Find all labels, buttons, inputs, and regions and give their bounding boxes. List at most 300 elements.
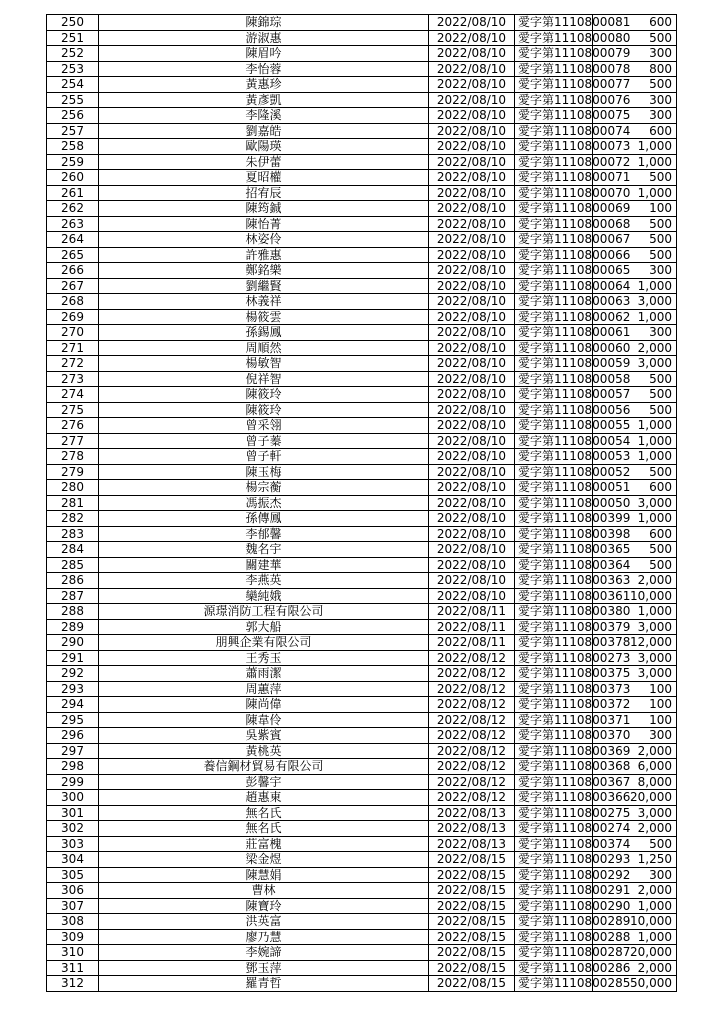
table-row bbox=[47, 356, 677, 372]
donor-name: 蕭雨潔 bbox=[99, 666, 429, 682]
table-row bbox=[47, 697, 677, 713]
row-number: 278 bbox=[47, 449, 99, 465]
receipt-number: 愛字第1110800290 bbox=[515, 898, 593, 914]
donation-date: 2022/08/10 bbox=[429, 542, 515, 558]
table-row bbox=[47, 588, 677, 604]
receipt-number: 愛字第1110800063 bbox=[515, 294, 593, 310]
donation-date: 2022/08/11 bbox=[429, 619, 515, 635]
receipt-number: 愛字第1110800287 bbox=[515, 945, 593, 961]
donor-name: 楊敏智 bbox=[99, 356, 429, 372]
donor-name: 楊宗蘅 bbox=[99, 480, 429, 496]
table-row bbox=[47, 30, 677, 46]
donor-name: 陳韋伶 bbox=[99, 712, 429, 728]
donation-date: 2022/08/10 bbox=[429, 15, 515, 31]
receipt-number: 愛字第1110800275 bbox=[515, 805, 593, 821]
donation-date: 2022/08/10 bbox=[429, 371, 515, 387]
donation-amount: 3,000 bbox=[593, 495, 677, 511]
row-number: 285 bbox=[47, 557, 99, 573]
table-row bbox=[47, 278, 677, 294]
donor-name: 吳紫賓 bbox=[99, 728, 429, 744]
donor-name: 招宥辰 bbox=[99, 185, 429, 201]
row-number: 270 bbox=[47, 325, 99, 341]
donor-name: 廖乃慧 bbox=[99, 929, 429, 945]
receipt-number: 愛字第1110800077 bbox=[515, 77, 593, 93]
row-number: 272 bbox=[47, 356, 99, 372]
row-number: 276 bbox=[47, 418, 99, 434]
donation-date: 2022/08/15 bbox=[429, 945, 515, 961]
donation-date: 2022/08/10 bbox=[429, 464, 515, 480]
donation-amount: 500 bbox=[593, 402, 677, 418]
donor-name: 莊富槐 bbox=[99, 836, 429, 852]
table-row bbox=[47, 232, 677, 248]
receipt-number: 愛字第1110800361 bbox=[515, 588, 593, 604]
row-number: 292 bbox=[47, 666, 99, 682]
receipt-number: 愛字第1110800057 bbox=[515, 387, 593, 403]
table-row bbox=[47, 774, 677, 790]
row-number: 274 bbox=[47, 387, 99, 403]
donation-amount: 2,000 bbox=[593, 821, 677, 837]
donation-date: 2022/08/10 bbox=[429, 263, 515, 279]
donation-amount: 10,000 bbox=[593, 588, 677, 604]
donation-date: 2022/08/10 bbox=[429, 46, 515, 62]
receipt-number: 愛字第1110800054 bbox=[515, 433, 593, 449]
table-row bbox=[47, 852, 677, 868]
receipt-number: 愛字第1110800081 bbox=[515, 15, 593, 31]
table-row bbox=[47, 123, 677, 139]
table-row bbox=[47, 945, 677, 961]
donation-amount: 2,000 bbox=[593, 340, 677, 356]
donor-name: 林姿伶 bbox=[99, 232, 429, 248]
row-number: 268 bbox=[47, 294, 99, 310]
donation-date: 2022/08/10 bbox=[429, 108, 515, 124]
row-number: 273 bbox=[47, 371, 99, 387]
receipt-number: 愛字第1110800055 bbox=[515, 418, 593, 434]
table-row bbox=[47, 216, 677, 232]
table-row bbox=[47, 805, 677, 821]
donation-date: 2022/08/15 bbox=[429, 914, 515, 930]
donation-date: 2022/08/10 bbox=[429, 232, 515, 248]
receipt-number: 愛字第1110800288 bbox=[515, 929, 593, 945]
receipt-number: 愛字第1110800078 bbox=[515, 61, 593, 77]
donor-name: 孫錫鳳 bbox=[99, 325, 429, 341]
table-row bbox=[47, 46, 677, 62]
donation-date: 2022/08/10 bbox=[429, 278, 515, 294]
donation-amount: 2,000 bbox=[593, 573, 677, 589]
receipt-number: 愛字第1110800071 bbox=[515, 170, 593, 186]
table-row bbox=[47, 61, 677, 77]
donor-name: 朱伊蕾 bbox=[99, 154, 429, 170]
donor-name: 李隆溪 bbox=[99, 108, 429, 124]
row-number: 289 bbox=[47, 619, 99, 635]
table-row bbox=[47, 371, 677, 387]
donor-name: 朋興企業有限公司 bbox=[99, 635, 429, 651]
receipt-number: 愛字第1110800050 bbox=[515, 495, 593, 511]
table-row bbox=[47, 759, 677, 775]
donation-date: 2022/08/12 bbox=[429, 697, 515, 713]
receipt-number: 愛字第1110800368 bbox=[515, 759, 593, 775]
table-row bbox=[47, 728, 677, 744]
receipt-number: 愛字第1110800365 bbox=[515, 542, 593, 558]
table-row bbox=[47, 743, 677, 759]
donation-date: 2022/08/12 bbox=[429, 650, 515, 666]
donor-name: 黃彥凱 bbox=[99, 92, 429, 108]
receipt-number: 愛字第1110800059 bbox=[515, 356, 593, 372]
donation-amount: 300 bbox=[593, 46, 677, 62]
donation-amount: 1,000 bbox=[593, 139, 677, 155]
donation-date: 2022/08/10 bbox=[429, 449, 515, 465]
donation-date: 2022/08/15 bbox=[429, 898, 515, 914]
row-number: 261 bbox=[47, 185, 99, 201]
donation-amount: 3,000 bbox=[593, 619, 677, 635]
receipt-number: 愛字第1110800293 bbox=[515, 852, 593, 868]
donation-table bbox=[46, 14, 677, 992]
donation-date: 2022/08/15 bbox=[429, 852, 515, 868]
receipt-number: 愛字第1110800066 bbox=[515, 247, 593, 263]
table-row bbox=[47, 929, 677, 945]
donor-name: 無名氏 bbox=[99, 805, 429, 821]
donation-date: 2022/08/12 bbox=[429, 681, 515, 697]
row-number: 259 bbox=[47, 154, 99, 170]
row-number: 293 bbox=[47, 681, 99, 697]
donation-amount: 600 bbox=[593, 15, 677, 31]
row-number: 303 bbox=[47, 836, 99, 852]
donor-name: 李燕英 bbox=[99, 573, 429, 589]
donation-amount: 6,000 bbox=[593, 759, 677, 775]
donation-amount: 1,000 bbox=[593, 418, 677, 434]
donation-date: 2022/08/10 bbox=[429, 216, 515, 232]
row-number: 288 bbox=[47, 604, 99, 620]
row-number: 295 bbox=[47, 712, 99, 728]
donor-name: 曾子蓁 bbox=[99, 433, 429, 449]
donation-date: 2022/08/15 bbox=[429, 929, 515, 945]
donor-name: 欒純娥 bbox=[99, 588, 429, 604]
row-number: 300 bbox=[47, 790, 99, 806]
table-row bbox=[47, 712, 677, 728]
donation-amount: 300 bbox=[593, 108, 677, 124]
row-number: 302 bbox=[47, 821, 99, 837]
receipt-number: 愛字第1110800070 bbox=[515, 185, 593, 201]
donation-amount: 100 bbox=[593, 697, 677, 713]
table-row bbox=[47, 418, 677, 434]
row-number: 287 bbox=[47, 588, 99, 604]
receipt-number: 愛字第1110800292 bbox=[515, 867, 593, 883]
row-number: 257 bbox=[47, 123, 99, 139]
donor-name: 游淑惠 bbox=[99, 30, 429, 46]
receipt-number: 愛字第1110800373 bbox=[515, 681, 593, 697]
row-number: 260 bbox=[47, 170, 99, 186]
donation-date: 2022/08/15 bbox=[429, 883, 515, 899]
donor-name: 陳玉梅 bbox=[99, 464, 429, 480]
donation-date: 2022/08/10 bbox=[429, 154, 515, 170]
row-number: 294 bbox=[47, 697, 99, 713]
row-number: 305 bbox=[47, 867, 99, 883]
donor-name: 魏名宇 bbox=[99, 542, 429, 558]
donation-amount: 300 bbox=[593, 325, 677, 341]
donor-name: 倪祥智 bbox=[99, 371, 429, 387]
row-number: 277 bbox=[47, 433, 99, 449]
donor-name: 黃惠珍 bbox=[99, 77, 429, 93]
table-row bbox=[47, 914, 677, 930]
donation-date: 2022/08/10 bbox=[429, 61, 515, 77]
donation-amount: 800 bbox=[593, 61, 677, 77]
donation-date: 2022/08/10 bbox=[429, 309, 515, 325]
donation-amount: 1,000 bbox=[593, 604, 677, 620]
donor-name: 關建華 bbox=[99, 557, 429, 573]
donation-amount: 20,000 bbox=[593, 790, 677, 806]
table-row bbox=[47, 387, 677, 403]
donation-date: 2022/08/10 bbox=[429, 387, 515, 403]
row-number: 275 bbox=[47, 402, 99, 418]
donor-name: 黃桃英 bbox=[99, 743, 429, 759]
receipt-number: 愛字第1110800367 bbox=[515, 774, 593, 790]
row-number: 264 bbox=[47, 232, 99, 248]
donation-date: 2022/08/13 bbox=[429, 836, 515, 852]
table-row bbox=[47, 836, 677, 852]
receipt-number: 愛字第1110800068 bbox=[515, 216, 593, 232]
table-row bbox=[47, 898, 677, 914]
donor-name: 趙惠東 bbox=[99, 790, 429, 806]
donation-date: 2022/08/10 bbox=[429, 294, 515, 310]
row-number: 308 bbox=[47, 914, 99, 930]
row-number: 255 bbox=[47, 92, 99, 108]
receipt-number: 愛字第1110800076 bbox=[515, 92, 593, 108]
donation-date: 2022/08/10 bbox=[429, 557, 515, 573]
table-row bbox=[47, 402, 677, 418]
receipt-number: 愛字第1110800380 bbox=[515, 604, 593, 620]
table-row bbox=[47, 480, 677, 496]
receipt-number: 愛字第1110800052 bbox=[515, 464, 593, 480]
receipt-number: 愛字第1110800074 bbox=[515, 123, 593, 139]
donation-amount: 500 bbox=[593, 836, 677, 852]
donation-date: 2022/08/12 bbox=[429, 728, 515, 744]
donor-name: 陳筠鋮 bbox=[99, 201, 429, 217]
row-number: 256 bbox=[47, 108, 99, 124]
receipt-number: 愛字第1110800056 bbox=[515, 402, 593, 418]
donation-date: 2022/08/10 bbox=[429, 356, 515, 372]
receipt-number: 愛字第1110800363 bbox=[515, 573, 593, 589]
table-row bbox=[47, 666, 677, 682]
donation-date: 2022/08/12 bbox=[429, 790, 515, 806]
table-row bbox=[47, 635, 677, 651]
receipt-number: 愛字第1110800065 bbox=[515, 263, 593, 279]
table-row bbox=[47, 139, 677, 155]
donation-amount: 500 bbox=[593, 371, 677, 387]
receipt-number: 愛字第1110800286 bbox=[515, 960, 593, 976]
table-row bbox=[47, 511, 677, 527]
row-number: 296 bbox=[47, 728, 99, 744]
table-row bbox=[47, 883, 677, 899]
receipt-number: 愛字第1110800061 bbox=[515, 325, 593, 341]
donation-amount: 500 bbox=[593, 247, 677, 263]
donor-name: 養信鋼材貿易有限公司 bbox=[99, 759, 429, 775]
table-row bbox=[47, 340, 677, 356]
table-row bbox=[47, 557, 677, 573]
receipt-number: 愛字第1110800073 bbox=[515, 139, 593, 155]
donation-date: 2022/08/15 bbox=[429, 976, 515, 992]
donation-amount: 1,250 bbox=[593, 852, 677, 868]
row-number: 254 bbox=[47, 77, 99, 93]
donor-name: 李婉諦 bbox=[99, 945, 429, 961]
receipt-number: 愛字第1110800289 bbox=[515, 914, 593, 930]
row-number: 301 bbox=[47, 805, 99, 821]
table-row bbox=[47, 77, 677, 93]
table-row bbox=[47, 604, 677, 620]
donor-name: 李郁馨 bbox=[99, 526, 429, 542]
donation-date: 2022/08/10 bbox=[429, 325, 515, 341]
row-number: 284 bbox=[47, 542, 99, 558]
donor-name: 鄧玉萍 bbox=[99, 960, 429, 976]
row-number: 291 bbox=[47, 650, 99, 666]
row-number: 281 bbox=[47, 495, 99, 511]
donor-name: 陳錦琮 bbox=[99, 15, 429, 31]
row-number: 267 bbox=[47, 278, 99, 294]
row-number: 280 bbox=[47, 480, 99, 496]
donation-date: 2022/08/12 bbox=[429, 759, 515, 775]
donor-name: 鄭銘樂 bbox=[99, 263, 429, 279]
donor-name: 曹林 bbox=[99, 883, 429, 899]
table-row bbox=[47, 681, 677, 697]
table-row bbox=[47, 170, 677, 186]
receipt-number: 愛字第1110800075 bbox=[515, 108, 593, 124]
donation-date: 2022/08/11 bbox=[429, 635, 515, 651]
receipt-number: 愛字第1110800374 bbox=[515, 836, 593, 852]
donation-amount: 600 bbox=[593, 480, 677, 496]
donation-date: 2022/08/12 bbox=[429, 666, 515, 682]
table-row bbox=[47, 960, 677, 976]
donor-name: 許雅惠 bbox=[99, 247, 429, 263]
donor-name: 彭馨宇 bbox=[99, 774, 429, 790]
row-number: 307 bbox=[47, 898, 99, 914]
donation-date: 2022/08/10 bbox=[429, 92, 515, 108]
row-number: 304 bbox=[47, 852, 99, 868]
receipt-number: 愛字第1110800399 bbox=[515, 511, 593, 527]
table-row bbox=[47, 867, 677, 883]
row-number: 269 bbox=[47, 309, 99, 325]
donation-amount: 100 bbox=[593, 201, 677, 217]
donation-amount: 1,000 bbox=[593, 154, 677, 170]
donation-amount: 500 bbox=[593, 216, 677, 232]
donation-amount: 1,000 bbox=[593, 449, 677, 465]
row-number: 263 bbox=[47, 216, 99, 232]
donation-amount: 20,000 bbox=[593, 945, 677, 961]
table-row bbox=[47, 619, 677, 635]
receipt-number: 愛字第1110800364 bbox=[515, 557, 593, 573]
donation-amount: 1,000 bbox=[593, 898, 677, 914]
row-number: 286 bbox=[47, 573, 99, 589]
donor-name: 歐陽瑛 bbox=[99, 139, 429, 155]
donation-amount: 500 bbox=[593, 464, 677, 480]
donation-date: 2022/08/10 bbox=[429, 340, 515, 356]
receipt-number: 愛字第1110800371 bbox=[515, 712, 593, 728]
receipt-number: 愛字第1110800067 bbox=[515, 232, 593, 248]
donation-amount: 500 bbox=[593, 557, 677, 573]
row-number: 250 bbox=[47, 15, 99, 31]
donor-name: 王秀玉 bbox=[99, 650, 429, 666]
donor-name: 陳寶玲 bbox=[99, 898, 429, 914]
donation-amount: 12,000 bbox=[593, 635, 677, 651]
table-row bbox=[47, 650, 677, 666]
donation-date: 2022/08/10 bbox=[429, 201, 515, 217]
row-number: 297 bbox=[47, 743, 99, 759]
donation-date: 2022/08/13 bbox=[429, 821, 515, 837]
row-number: 251 bbox=[47, 30, 99, 46]
donation-date: 2022/08/12 bbox=[429, 712, 515, 728]
table-row bbox=[47, 154, 677, 170]
receipt-number: 愛字第1110800060 bbox=[515, 340, 593, 356]
row-number: 252 bbox=[47, 46, 99, 62]
row-number: 262 bbox=[47, 201, 99, 217]
donation-date: 2022/08/10 bbox=[429, 139, 515, 155]
donation-date: 2022/08/12 bbox=[429, 774, 515, 790]
donation-date: 2022/08/15 bbox=[429, 867, 515, 883]
donor-name: 羅青哲 bbox=[99, 976, 429, 992]
donor-name: 周順然 bbox=[99, 340, 429, 356]
row-number: 309 bbox=[47, 929, 99, 945]
donation-amount: 500 bbox=[593, 170, 677, 186]
donation-amount: 1,000 bbox=[593, 309, 677, 325]
row-number: 311 bbox=[47, 960, 99, 976]
table-row bbox=[47, 201, 677, 217]
donation-date: 2022/08/10 bbox=[429, 573, 515, 589]
receipt-number: 愛字第1110800273 bbox=[515, 650, 593, 666]
table-row bbox=[47, 108, 677, 124]
table-row bbox=[47, 449, 677, 465]
receipt-number: 愛字第1110800398 bbox=[515, 526, 593, 542]
table-row bbox=[47, 542, 677, 558]
table-row bbox=[47, 573, 677, 589]
row-number: 312 bbox=[47, 976, 99, 992]
donation-amount: 100 bbox=[593, 681, 677, 697]
row-number: 266 bbox=[47, 263, 99, 279]
donation-amount: 2,000 bbox=[593, 883, 677, 899]
donation-amount: 1,000 bbox=[593, 185, 677, 201]
donation-amount: 300 bbox=[593, 867, 677, 883]
donor-name: 林義祥 bbox=[99, 294, 429, 310]
donor-name: 陳筱玲 bbox=[99, 402, 429, 418]
receipt-number: 愛字第1110800064 bbox=[515, 278, 593, 294]
donor-name: 陳筱玲 bbox=[99, 387, 429, 403]
donation-date: 2022/08/10 bbox=[429, 480, 515, 496]
donor-name: 楊筱雲 bbox=[99, 309, 429, 325]
row-number: 306 bbox=[47, 883, 99, 899]
row-number: 279 bbox=[47, 464, 99, 480]
row-number: 271 bbox=[47, 340, 99, 356]
donation-amount: 500 bbox=[593, 232, 677, 248]
receipt-number: 愛字第1110800285 bbox=[515, 976, 593, 992]
donation-amount: 500 bbox=[593, 387, 677, 403]
donation-date: 2022/08/10 bbox=[429, 170, 515, 186]
donation-date: 2022/08/10 bbox=[429, 77, 515, 93]
donation-date: 2022/08/10 bbox=[429, 511, 515, 527]
donation-date: 2022/08/13 bbox=[429, 805, 515, 821]
table-row bbox=[47, 15, 677, 31]
row-number: 283 bbox=[47, 526, 99, 542]
donor-name: 曾子軒 bbox=[99, 449, 429, 465]
receipt-number: 愛字第1110800080 bbox=[515, 30, 593, 46]
donation-amount: 500 bbox=[593, 77, 677, 93]
table-row bbox=[47, 976, 677, 992]
receipt-number: 愛字第1110800051 bbox=[515, 480, 593, 496]
table-row bbox=[47, 495, 677, 511]
table-row bbox=[47, 790, 677, 806]
receipt-number: 愛字第1110800291 bbox=[515, 883, 593, 899]
donation-date: 2022/08/10 bbox=[429, 495, 515, 511]
donation-date: 2022/08/10 bbox=[429, 402, 515, 418]
donation-amount: 3,000 bbox=[593, 650, 677, 666]
table-row bbox=[47, 433, 677, 449]
table-row bbox=[47, 464, 677, 480]
table-row bbox=[47, 263, 677, 279]
